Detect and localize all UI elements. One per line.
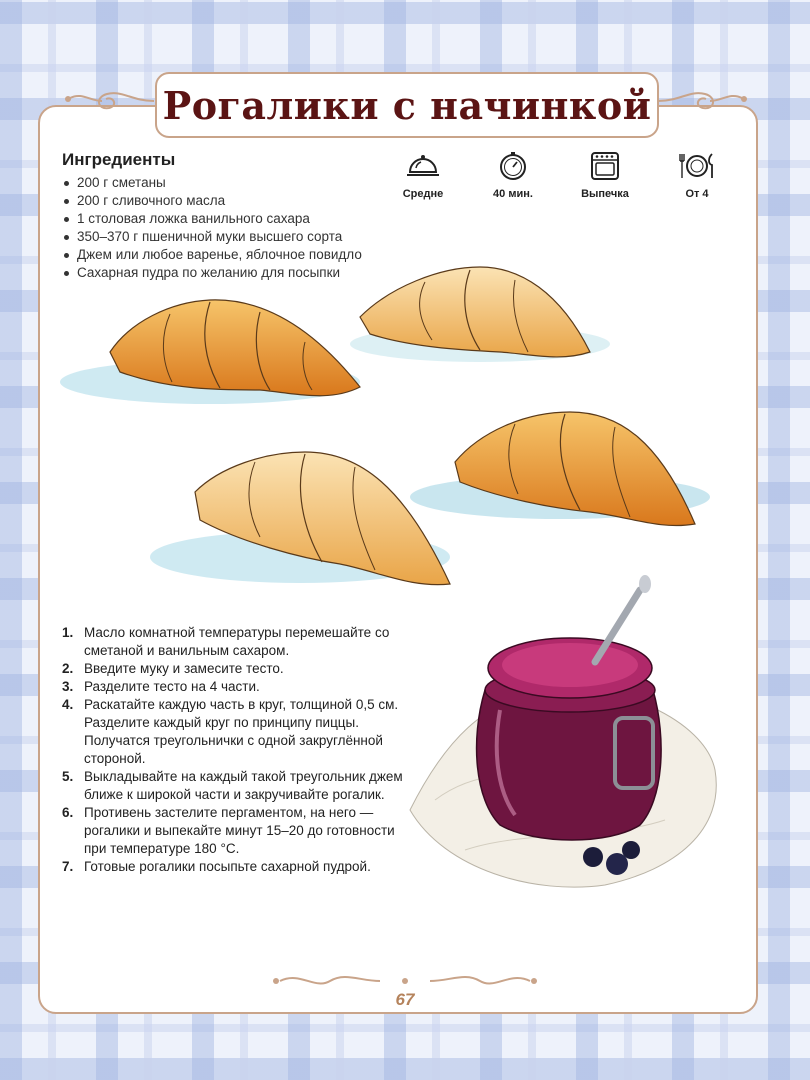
step-text: Разделите тесто на 4 части. (84, 679, 260, 694)
step-item (62, 624, 412, 660)
step-text: Раскатайте каждую часть в круг, толщиной 0,5 см. Разделите каждый круг по принципу пиццы. Получатся треугольнички с одной закруглённой стороной. (84, 697, 399, 766)
jam-jar-illustration (405, 570, 735, 900)
method-info (560, 150, 650, 200)
step-item (62, 804, 412, 858)
step-number: 1. (62, 625, 74, 640)
page-title: Рогалики с начинкой (162, 82, 652, 128)
step-text: Масло комнатной температуры перемешайте со сметаной и ванильным сахаром. (84, 625, 390, 658)
step-number: 3. (62, 679, 74, 694)
ingredient-item: 200 г сливочного масла (62, 192, 402, 210)
difficulty-info (378, 150, 468, 200)
difficulty-label: Средне (402, 188, 444, 200)
plate-cutlery-icon (679, 150, 715, 182)
ingredient-item: Джем или любое варенье, яблочное повидло (62, 246, 402, 264)
step-item (62, 660, 412, 678)
oven-icon (587, 150, 623, 182)
step-number: 6. (62, 805, 74, 820)
servings-info (652, 150, 742, 200)
step-number: 2. (62, 661, 74, 676)
step-item (62, 768, 412, 804)
ingredient-item: 350–370 г пшеничной муки высшего сорта (62, 228, 402, 246)
ingredient-item: 1 столовая ложка ванильного сахара (62, 210, 402, 228)
step-text: Противень застелите пергаментом, на него — рогалики и выпекайте минут 15–20 до готовности при температуре 180 °С. (84, 805, 395, 856)
time-label: 40 мин. (493, 188, 533, 200)
title-flourish-left (62, 86, 157, 116)
timer-icon (495, 150, 531, 182)
step-text: Введите муку и замесите тесто. (84, 661, 284, 676)
step-number: 4. (62, 697, 74, 712)
step-item (62, 858, 412, 876)
servings-label: От 4 (685, 188, 709, 200)
time-info (468, 150, 558, 200)
step-item (62, 678, 412, 696)
step-item (62, 696, 412, 768)
method-label: Выпечка (581, 188, 629, 200)
step-text: Готовые рогалики посыпьте сахарной пудрой. (84, 859, 371, 874)
ingredient-item: 200 г сметаны (62, 174, 402, 192)
ingredients-heading: Ингредиенты (62, 150, 176, 169)
title-flourish-right (655, 86, 750, 116)
cloche-icon (405, 150, 441, 182)
step-text: Выкладывайте на каждый такой треугольник джем ближе к широкой части и закручивайте рогалик. (84, 769, 403, 802)
step-number: 7. (62, 859, 74, 874)
step-number: 5. (62, 769, 74, 784)
steps-list (62, 624, 412, 876)
ingredient-item: Сахарная пудра по желанию для посыпки (62, 264, 402, 282)
page-number: 67 (395, 990, 415, 1009)
croissants-illustration (60, 262, 740, 622)
title-plate (155, 72, 659, 138)
